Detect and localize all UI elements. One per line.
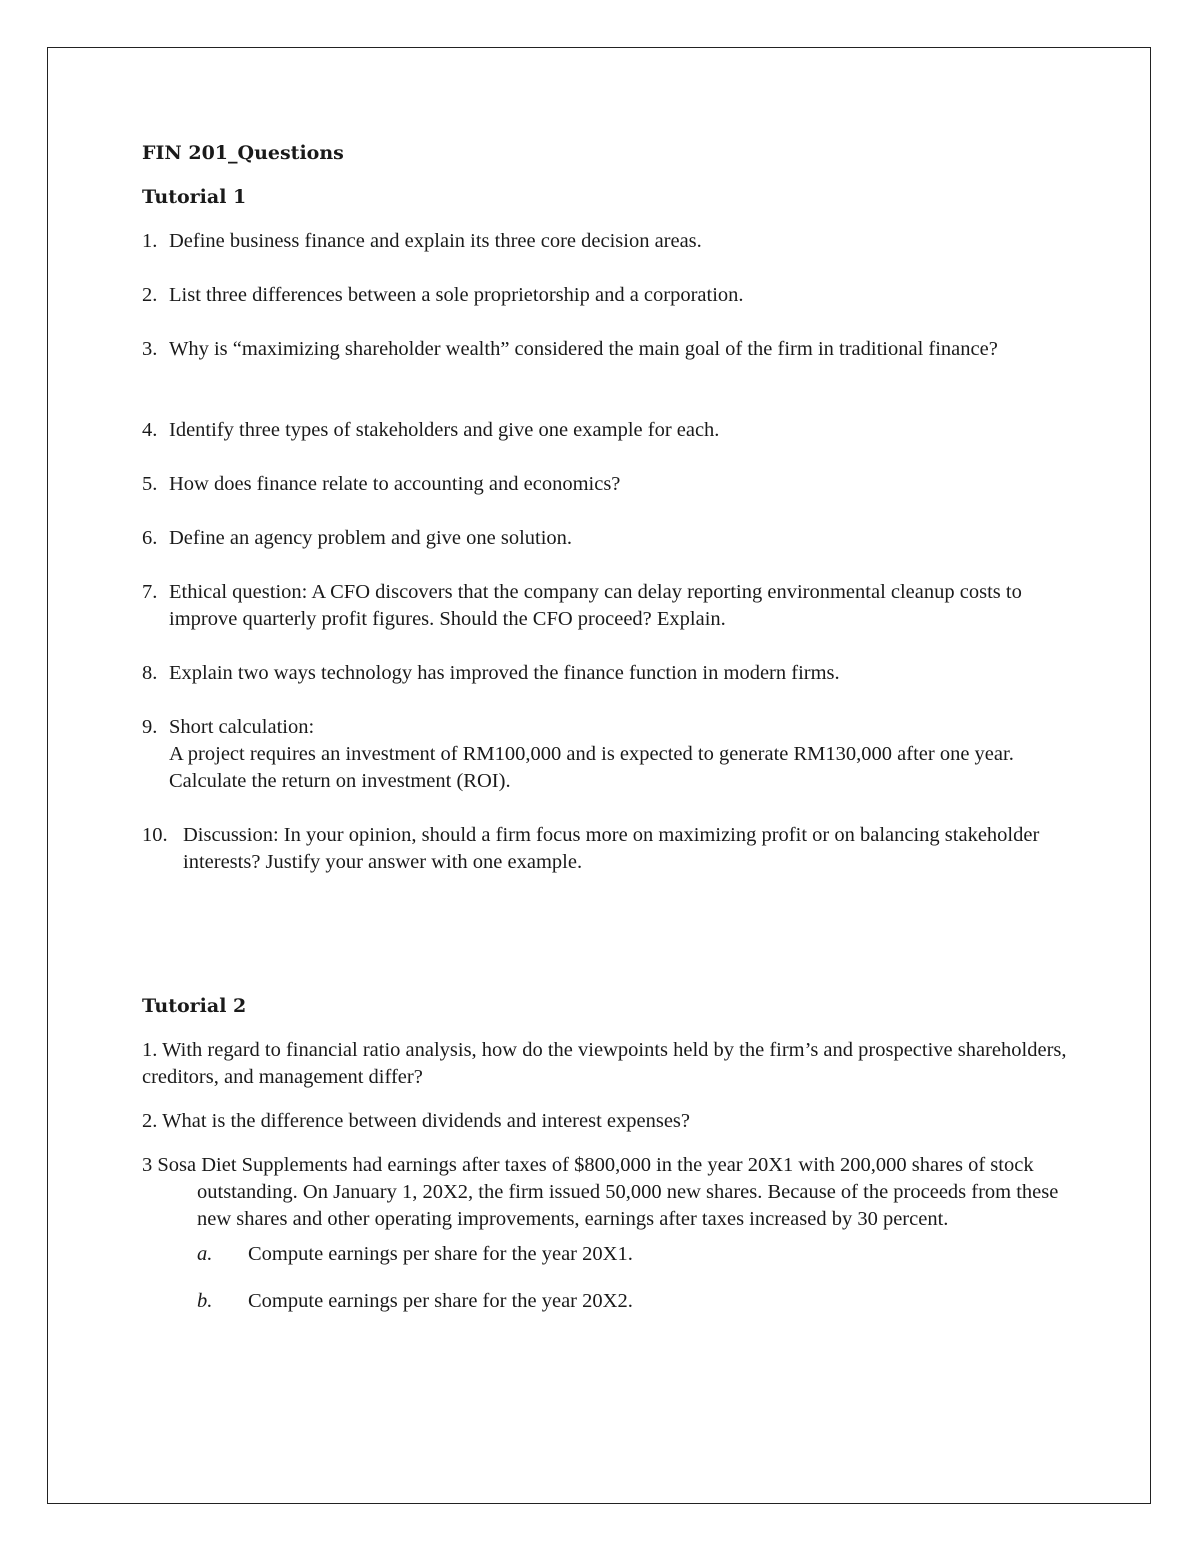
question-text: Sosa Diet Supplements had earnings after taxes of $800,000 in the year 20X1 with 200,000 shares of stock outstanding. On January 1, 20X2, the firm issued 50,000 new shares. Because of the proceeds from these new shares and other operating improvements, earnings after taxes increased by 30 percent.: [157, 1154, 1059, 1230]
question-text: How does finance relate to accounting and economics?: [169, 473, 621, 495]
subquestion-letter: a.: [197, 1243, 213, 1265]
question-text: Identify three types of stakeholders and give one example for each.: [169, 419, 720, 441]
tutorial-2-question-3: [142, 1152, 1082, 1233]
tutorial-2-subquestion-b: [142, 1288, 1082, 1315]
tutorial-2-heading: Tutorial 2: [142, 995, 247, 1017]
question-text: Define an agency problem and give one solution.: [169, 527, 573, 549]
question-number: 3.: [142, 338, 158, 360]
question-number: 8.: [142, 662, 158, 684]
tutorial-1-question-4: [142, 417, 1082, 444]
question-number: 1.: [142, 230, 158, 252]
question-number: 3: [142, 1154, 153, 1176]
tutorial-1-question-7: [142, 579, 1082, 633]
tutorial-1-question-1: [142, 228, 1082, 255]
question-text: List three differences between a sole proprietorship and a corporation.: [169, 284, 744, 306]
tutorial-2-question-2: [142, 1108, 1082, 1135]
section-spacer: [142, 903, 1082, 993]
question-number: 6.: [142, 527, 158, 549]
tutorial-1-question-6: [142, 525, 1082, 552]
subquestion-text: Compute earnings per share for the year 20X2.: [248, 1290, 633, 1312]
tutorial-1-question-3: [142, 336, 1082, 363]
question-text: A project requires an investment of RM100,000 and is expected to generate RM130,000 after one year. Calculate the return on investment (ROI).: [169, 743, 1014, 792]
question-number: 9.: [142, 716, 158, 738]
document-title: FIN 201_Questions: [142, 142, 344, 164]
tutorial-1-question-10: [142, 822, 1082, 876]
question-text: Why is “maximizing shareholder wealth” considered the main goal of the firm in traditional finance?: [169, 338, 998, 360]
question-number: 5.: [142, 473, 158, 495]
document-body: [142, 140, 1082, 1335]
question-number: 7.: [142, 581, 158, 603]
question-text: Discussion: In your opinion, should a firm focus more on maximizing profit or on balancing stakeholder interests? Justify your answer with one example.: [183, 824, 1040, 873]
tutorial-1-question-8: [142, 660, 1082, 687]
question-text: What is the difference between dividends and interest expenses?: [162, 1110, 691, 1132]
question-text: Define business finance and explain its three core decision areas.: [169, 230, 702, 252]
question-number: 1.: [142, 1039, 158, 1061]
tutorial-1-question-2: [142, 282, 1082, 309]
question-lead: Short calculation:: [169, 716, 315, 738]
tutorial-2-question-1: [142, 1037, 1082, 1091]
tutorial-1-heading: Tutorial 1: [142, 186, 247, 208]
question-number: 2.: [142, 284, 158, 306]
question-number: 4.: [142, 419, 158, 441]
tutorial-1-question-9: [142, 714, 1082, 795]
question-number: 2.: [142, 1110, 158, 1132]
subquestion-text: Compute earnings per share for the year 20X1.: [248, 1243, 633, 1265]
question-text: Ethical question: A CFO discovers that the company can delay reporting environmental cleanup costs to improve quarterly profit figures. Should the CFO proceed? Explain.: [169, 581, 1022, 630]
tutorial-1-question-5: [142, 471, 1082, 498]
tutorial-2-subquestion-a: [142, 1241, 1082, 1268]
question-number: 10.: [142, 824, 168, 846]
question-text: Explain two ways technology has improved the finance function in modern firms.: [169, 662, 840, 684]
subquestion-letter: b.: [197, 1290, 213, 1312]
question-text: With regard to financial ratio analysis, how do the viewpoints held by the firm’s and prospective shareholders, creditors, and management differ?: [142, 1039, 1067, 1088]
